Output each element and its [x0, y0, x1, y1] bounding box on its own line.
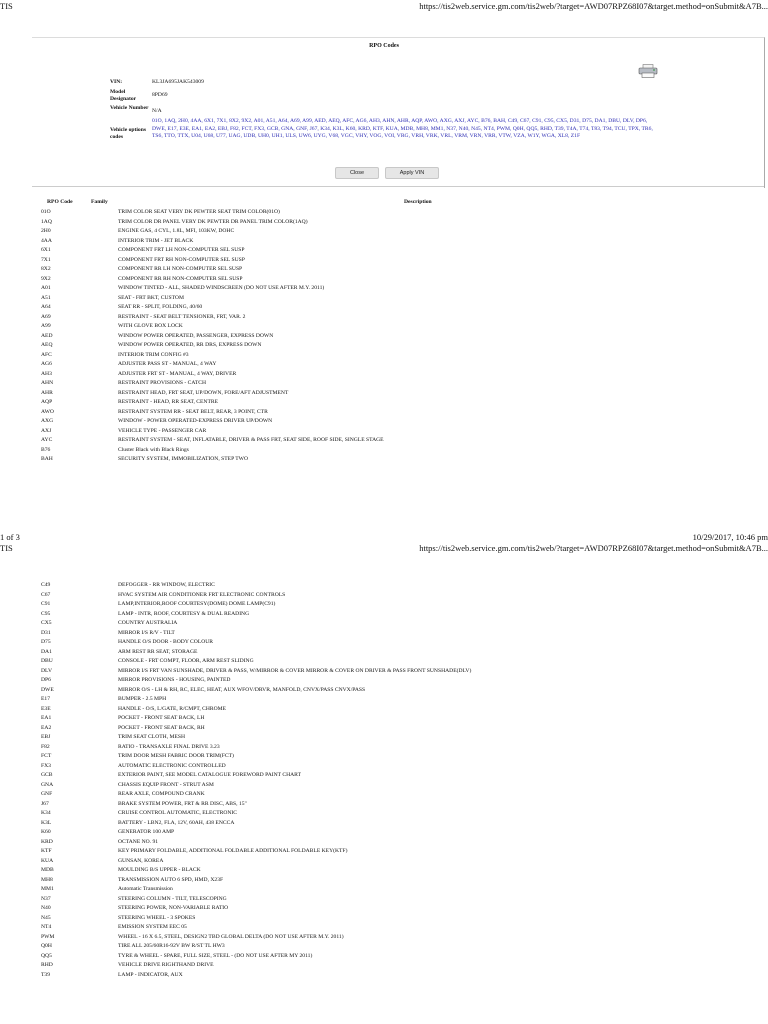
table-row — [0, 714, 768, 724]
rpo-code-cell: MDB — [41, 867, 54, 873]
rpo-code-cell: N37 — [41, 895, 51, 902]
rpo-code-cell: DLV — [41, 667, 52, 674]
apply-vin-button[interactable]: Apply VIN — [385, 167, 439, 179]
description-cell: STEERING COLUMN - TILT, TELESCOPING — [118, 895, 227, 902]
rpo-code-cell: FX3 — [41, 762, 51, 769]
table-row — [0, 629, 768, 639]
table-row — [0, 866, 768, 876]
rpo-code-cell: MH8 — [41, 876, 53, 883]
description-cell: RESTRAINT SYSTEM - SEAT, INFLATABLE, DRIVER & PASS FRT, SEAT SIDE, ROOF SIDE, SINGLE STAGE — [118, 437, 384, 443]
header-title: TIS — [0, 1, 13, 11]
table-row — [0, 351, 768, 361]
rpo-code-cell: GCB — [41, 772, 53, 778]
description-cell: COMPONENT FRT RH NON-COMPUTER SEL SUSP — [118, 256, 245, 263]
description-cell: ADJUSTER FRT ST - MANUAL, 4 WAY, DRIVER — [118, 370, 237, 377]
description-cell: MIRROR O/S - LH & RH, RC, ELEC, HEAT, AUX WFOV/DRVR, MANFOLD, CNVX/PASS CNVX/PASS — [118, 686, 366, 693]
rpo-code-cell: DBU — [41, 658, 53, 664]
description-cell: COUNTRY AUSTRALIA — [118, 620, 178, 626]
table-row — [0, 819, 768, 829]
table-row — [0, 389, 768, 399]
description-cell: COMPONENT RR LH NON-COMPUTER SEL SUSP — [118, 266, 243, 272]
table-row — [0, 265, 768, 275]
description-cell: SEAT RR - SPLIT, FOLDING, 40/60 — [118, 304, 203, 310]
table-row — [0, 743, 768, 753]
divider — [32, 186, 764, 187]
description-cell: POCKET - FRONT SEAT BACK, LH — [118, 715, 205, 721]
rpo-code-cell: AHR — [41, 389, 53, 396]
rpo-code-cell: AXJ — [41, 427, 52, 434]
table-row — [0, 809, 768, 819]
rpo-code-cell: 7X1 — [41, 256, 51, 263]
table-row — [0, 885, 768, 895]
table-row — [0, 408, 768, 418]
table-row — [0, 914, 768, 924]
table-row — [0, 971, 768, 981]
description-cell: COMPONENT FRT LH NON-COMPUTER SEL SUSP — [118, 247, 245, 253]
description-cell: ADJUSTER PASS ST - MANUAL, 4 WAY — [118, 361, 217, 367]
rpo-code-cell: E17 — [41, 696, 51, 702]
table-row — [0, 847, 768, 857]
description-cell: RESTRAINT - SEAT BELT TENSIONER, FRT, VAR. 2 — [118, 313, 246, 320]
description-cell: RATIO - TRANSAXLE FINAL DRIVE 3.23 — [118, 743, 220, 750]
table-row — [0, 360, 768, 370]
rpo-code-cell: Q0H — [41, 943, 52, 949]
description-cell: AUTOMATIC ELECTRONIC CONTROLLED — [118, 762, 226, 769]
description-cell: MIRROR I/S FRT VAN SUNSHADE, DRIVER & PASS, W/MIRROR & COVER MIRROR & COVER ON DRIVER & PASS FRONT SUNSHADE(DLV) — [118, 667, 472, 674]
rpo-code-cell: C91 — [41, 601, 51, 607]
header-url: https://tis2web.service.gm.com/tis2web/?target=AWD07RPZ68I07&target.method=onSubmit&A7B... — [419, 1, 768, 11]
rpo-code-cell: EBJ — [41, 734, 51, 740]
header-url: https://tis2web.service.gm.com/tis2web/?target=AWD07RPZ68I07&target.method=onSubmit&A7B... — [419, 543, 768, 553]
table-row — [0, 828, 768, 838]
table-row — [0, 398, 768, 408]
description-cell: MIRROR PROVISIONS - HOUSING, PAINTED — [118, 677, 231, 683]
rpo-code-cell: 9X2 — [41, 275, 51, 282]
description-cell: HANDLE O/S DOOR - BODY COLOUR — [118, 639, 214, 645]
table-row — [0, 227, 768, 237]
table-row — [0, 752, 768, 762]
table-row — [0, 417, 768, 427]
rpo-code-cell: AHN — [41, 380, 54, 386]
description-cell: INTERIOR TRIM CONFIG #3 — [118, 351, 189, 358]
description-cell: DEFOGGER - RR WINDOW, ELECTRIC — [118, 582, 215, 588]
description-cell: VEHICLE TYPE - PASSENGER CAR — [118, 427, 207, 434]
col-header-description: Description — [404, 199, 432, 205]
description-cell: WINDOW POWER OPERATED, RR DRS, EXPRESS DOWN — [118, 342, 262, 348]
description-cell: BRAKE SYSTEM POWER, FRT & RR DISC, ABS, 15" — [118, 800, 247, 807]
rpo-code-cell: A69 — [41, 313, 51, 320]
rpo-code-cell: GNF — [41, 791, 53, 797]
table-row — [0, 638, 768, 648]
table-row — [0, 591, 768, 601]
description-cell: TYRE & WHEEL - SPARE, FULL SIZE, STEEL - (DO NOT USE AFTER MY 2011) — [118, 952, 313, 959]
printer-icon[interactable] — [638, 64, 658, 78]
rpo-code-cell: DA1 — [41, 648, 52, 655]
rpo-code-cell: K34 — [41, 810, 51, 816]
rpo-code-cell: PWM — [41, 933, 55, 940]
description-cell: GUNSAN, KOREA — [118, 857, 164, 864]
rpo-code-cell: D75 — [41, 639, 51, 645]
rpo-code-cell: GNA — [41, 781, 54, 788]
description-cell: BUMPER - 2.5 MPH — [118, 696, 167, 702]
rpo-code-cell: N45 — [41, 914, 51, 921]
table-row — [0, 208, 768, 218]
rpo-code-cell: AWO — [41, 408, 54, 415]
table-row — [0, 876, 768, 886]
description-cell: Automatic Transmission — [118, 886, 173, 892]
table-row — [0, 857, 768, 867]
rpo-code-cell: AQP — [41, 399, 53, 405]
description-cell: WITH GLOVE BOX LOCK — [118, 323, 183, 329]
description-cell: POCKET - FRONT SEAT BACK, RH — [118, 724, 205, 731]
table-row — [0, 341, 768, 351]
vehicle-options-value: 01O, 1AQ, 2H0, 4AA, 6X1, 7X1, 8X2, 9X2, A01, A51, A64, A69, A99, AED, AEQ, AFC, AG6, AH3, AHN, AHR, AQP, AWO, AXG, AXJ, AYC, B76, BAH, C49, C67, C91, C95, CX5, D31, D75, DA1, DBU, DLV, DP6, DWE, E17, E3E, EA1, EA2, EBJ, F82, FCT, FX3, GCB, GNA, GNF, J67, K34, K3L, K60, KRD, KTF, KUA, MDB, MH8, MM1, N37, N40, N45, NT4, PWM, Q0H, QQ5, RHD, T39, T4A, T74, T83, T94, TCU, TPX, TR6, TS6, TTO, TTX, U04, U68, U77, UAG, UDB, UH0, UH1, ULS, UW6, UYG, V68, VGC, VHY, VOG, VOI, VRG, VRH, VRK, VRL, VRM, VRN, VRR, VTW, VZA, W1Y, WGA, XL8, Z1F — [152, 118, 653, 139]
rpo-code-cell: QQ5 — [41, 952, 52, 959]
table-row — [0, 303, 768, 313]
table-row — [0, 600, 768, 610]
rpo-code-cell: BAH — [41, 456, 53, 462]
description-cell: WINDOW TINTED - ALL, SHADED WINDSCREEN (DO NOT USE AFTER M.Y. 2011) — [118, 285, 325, 291]
description-cell: TRIM COLOR DR PANEL VERY DK PEWTER DR PANEL TRIM COLOR(1AQ) — [118, 218, 308, 225]
rpo-code-cell: N40 — [41, 905, 51, 911]
rpo-code-cell: 1AQ — [41, 218, 52, 225]
table-row — [0, 237, 768, 247]
description-cell: BATTERY - LBN2, FLA, 12V, 60AH, 438 ENCCA — [118, 819, 235, 826]
description-cell: REAR AXLE, COMPOUND CRANK — [118, 791, 205, 797]
description-cell: WINDOW - POWER OPERATED-EXPRESS DRIVER UP/DOWN — [118, 418, 273, 424]
table-row — [0, 695, 768, 705]
col-header-rpo-code: RPO Code — [47, 199, 73, 205]
description-cell: RESTRAINT HEAD, FRT SEAT, UP/DOWN, FORE/AFT ADJUSTMENT — [118, 389, 289, 396]
rpo-code-cell: KUA — [41, 857, 54, 864]
col-header-family: Family — [91, 199, 108, 205]
rpo-code-cell: K3L — [41, 819, 52, 826]
rpo-code-cell: A51 — [41, 294, 51, 301]
description-cell: STEERING WHEEL - 3 SPOKES — [118, 914, 196, 921]
table-row — [0, 657, 768, 667]
rpo-code-cell: MM1 — [41, 886, 54, 892]
table-row — [0, 436, 768, 446]
rpo-code-cell: K60 — [41, 829, 51, 835]
vehicle-options-label: Vehicle options codes — [110, 127, 147, 140]
print-header — [0, 0, 768, 12]
description-cell: TRANSMISSION AUTO 6 SPD, HMD, X23F — [118, 876, 224, 883]
table-row — [0, 294, 768, 304]
description-cell: TRIM DOOR MESH FABRIC DOOR TRIM(FCT) — [118, 753, 234, 759]
description-cell: SECURITY SYSTEM, IMMOBILIZATION, STEP TWO — [118, 456, 249, 462]
description-cell: ARM REST RR SEAT, STORAGE — [118, 648, 198, 655]
page-number: 1 of 3 — [0, 532, 20, 542]
rpo-code-cell: 2H0 — [41, 228, 51, 234]
table-row — [0, 895, 768, 905]
rpo-code-cell: KRD — [41, 838, 53, 845]
description-cell: CRUISE CONTROL AUTOMATIC, ELECTRONIC — [118, 810, 238, 816]
table-row — [0, 284, 768, 294]
rpo-code-cell: AEQ — [41, 342, 53, 348]
description-cell: ENGINE GAS, 4 CYL, 1.8L, MFI, 103KW, DOHC — [118, 228, 235, 234]
table-row — [0, 942, 768, 952]
description-cell: CONSOLE - FRT COMPT, FLOOR, ARM REST SLIDING — [118, 658, 254, 664]
description-cell: GENERATOR 100 AMP — [118, 829, 175, 835]
rpo-code-cell: EA2 — [41, 724, 52, 731]
table-row — [0, 838, 768, 848]
rpo-code-cell: AFC — [41, 351, 52, 358]
rpo-table-page1 — [0, 208, 768, 465]
rpo-code-cell: EA1 — [41, 715, 52, 721]
table-row — [0, 923, 768, 933]
table-row — [0, 781, 768, 791]
model-designator-value: 8PD69 — [152, 92, 168, 99]
description-cell: RESTRAINT SYSTEM RR - SEAT BELT, REAR, 3 POINT, CTR — [118, 408, 268, 415]
table-row — [0, 313, 768, 323]
rpo-code-cell: DWE — [41, 686, 54, 693]
table-row — [0, 724, 768, 734]
table-row — [0, 322, 768, 332]
rpo-code-cell: F82 — [41, 743, 50, 750]
table-row — [0, 933, 768, 943]
table-row — [0, 705, 768, 715]
description-cell: COMPONENT RR RH NON-COMPUTER SEL SUSP — [118, 275, 243, 282]
model-designator-label: Model Designator — [110, 89, 137, 102]
rpo-code-cell: AH3 — [41, 370, 52, 377]
rpo-code-cell: B76 — [41, 446, 51, 453]
table-row — [0, 370, 768, 380]
vehicle-number-value: N/A — [152, 108, 162, 115]
description-cell: RESTRAINT PROVISIONS - CATCH — [118, 380, 207, 386]
description-cell: LAMP - INDICATOR, AUX — [118, 971, 183, 978]
table-row — [0, 667, 768, 677]
table-row — [0, 256, 768, 266]
table-row — [0, 676, 768, 686]
table-row — [0, 619, 768, 629]
description-cell: INTERIOR TRIM - JET BLACK — [118, 237, 194, 244]
description-cell: VEHICLE DRIVE RIGHTHAND DRIVE — [118, 962, 214, 968]
rpo-code-cell: C49 — [41, 582, 51, 588]
rpo-code-cell: C67 — [41, 591, 51, 598]
table-row — [0, 581, 768, 591]
description-cell: RESTRAINT - HEAD, RR SEAT, CENTRE — [118, 399, 219, 405]
rpo-code-cell: AYC — [41, 437, 53, 443]
rpo-code-cell: A01 — [41, 285, 51, 291]
table-row — [0, 446, 768, 456]
panel-title: RPO Codes — [369, 43, 399, 49]
vin-value: KL3JA695JAK543009 — [152, 79, 204, 85]
description-cell: CHASSIS EQUIP FRONT - STRUT ASM — [118, 781, 214, 788]
vehicle-info-table — [110, 79, 657, 143]
description-cell: HVAC SYSTEM AIR CONDITIONER FRT ELECTRONIC CONTROLS — [118, 591, 286, 598]
rpo-code-cell: AXG — [41, 418, 54, 424]
description-cell: LAMP,INTERIOR,ROOF COURTESY(DOME) DOME LAMP(C91) — [118, 601, 276, 607]
table-row — [0, 790, 768, 800]
rpo-code-cell: AG6 — [41, 361, 52, 367]
table-row — [0, 648, 768, 658]
table-row — [0, 332, 768, 342]
rpo-code-cell: RHD — [41, 962, 53, 968]
description-cell: SEAT - FRT BKT, CUSTOM — [118, 294, 184, 301]
description-cell: MOULDING B/S UPPER - BLACK — [118, 867, 201, 873]
rpo-code-cell: CX5 — [41, 620, 52, 626]
rpo-code-cell: A99 — [41, 323, 51, 329]
table-row — [0, 379, 768, 389]
table-row — [0, 800, 768, 810]
table-row — [0, 686, 768, 696]
description-cell: Cluster Black with Black Rings — [118, 446, 189, 453]
rpo-code-cell: T39 — [41, 971, 51, 978]
table-row — [0, 952, 768, 962]
rpo-table-page2 — [0, 581, 768, 980]
description-cell: KEY PRIMARY FOLDABLE, ADDITIONAL FOLDABLE ADDITIONAL FOLDABLE KEY(KTF) — [118, 848, 348, 854]
table-row — [0, 771, 768, 781]
description-cell: EXTERIOR PAINT, SEE MODEL CATALOGUE FOREWORD PAINT CHART — [118, 772, 301, 778]
table-row — [0, 275, 768, 285]
table-row — [0, 246, 768, 256]
header-title: TIS — [0, 543, 13, 553]
description-cell: LAMP - INTR, ROOF, COURTESY & DUAL READING — [118, 610, 250, 617]
description-cell: WINDOW POWER OPERATED, PASSENGER, EXPRESS DOWN — [118, 332, 274, 339]
rpo-code-cell: NT4 — [41, 924, 52, 930]
rpo-code-cell: 8X2 — [41, 266, 51, 272]
table-row — [0, 218, 768, 228]
table-row — [0, 455, 768, 465]
description-cell: EMISSION SYSTEM EEC 05 — [118, 924, 187, 930]
description-cell: TRIM SEAT CLOTH, MESH — [118, 734, 186, 740]
table-row — [0, 610, 768, 620]
rpo-code-cell: KTF — [41, 848, 52, 854]
rpo-code-cell: A64 — [41, 304, 51, 310]
description-cell: TRIM COLOR SEAT VERY DK PEWTER SEAT TRIM COLOR(01O) — [118, 209, 280, 215]
rpo-code-cell: 4AA — [41, 237, 52, 244]
description-cell: MIRROR I/S R/V - TILT — [118, 629, 175, 636]
print-timestamp: 10/29/2017, 10:46 pm — [692, 532, 768, 542]
description-cell: WHEEL - 16 X 6.5, STEEL, DESIGN2 TBD GLOBAL DELTA (DO NOT USE AFTER M.Y. 2011) — [118, 933, 344, 940]
rpo-code-cell: J67 — [41, 800, 49, 807]
vehicle-number-label: Vehicle Number — [110, 105, 149, 112]
description-cell: TIRE ALL 205/60R16-92V BW R/ST TL HW3 — [118, 943, 225, 949]
table-row — [0, 904, 768, 914]
table-row — [0, 427, 768, 437]
table-row — [0, 733, 768, 743]
rpo-code-cell: C95 — [41, 610, 51, 617]
table-row — [0, 762, 768, 772]
rpo-code-cell: 01O — [41, 209, 51, 215]
rpo-code-cell: DP6 — [41, 677, 51, 683]
rpo-code-cell: AED — [41, 332, 53, 339]
description-cell: STEERING POWER, NON-VARIABLE RATIO — [118, 905, 229, 911]
description-cell: OCTANE NO. 91 — [118, 838, 159, 845]
description-cell: HANDLE - O/S, L/GATE, R/CMPT, CHROME — [118, 705, 227, 712]
rpo-code-cell: FCT — [41, 753, 52, 759]
rpo-code-cell: E3E — [41, 705, 51, 712]
rpo-code-cell: 6X1 — [41, 247, 51, 253]
rpo-code-cell: D31 — [41, 629, 51, 636]
print-header-page2 — [0, 542, 768, 554]
close-button[interactable]: Close — [335, 167, 379, 179]
vin-label: VIN: — [110, 79, 123, 85]
table-row — [0, 961, 768, 971]
